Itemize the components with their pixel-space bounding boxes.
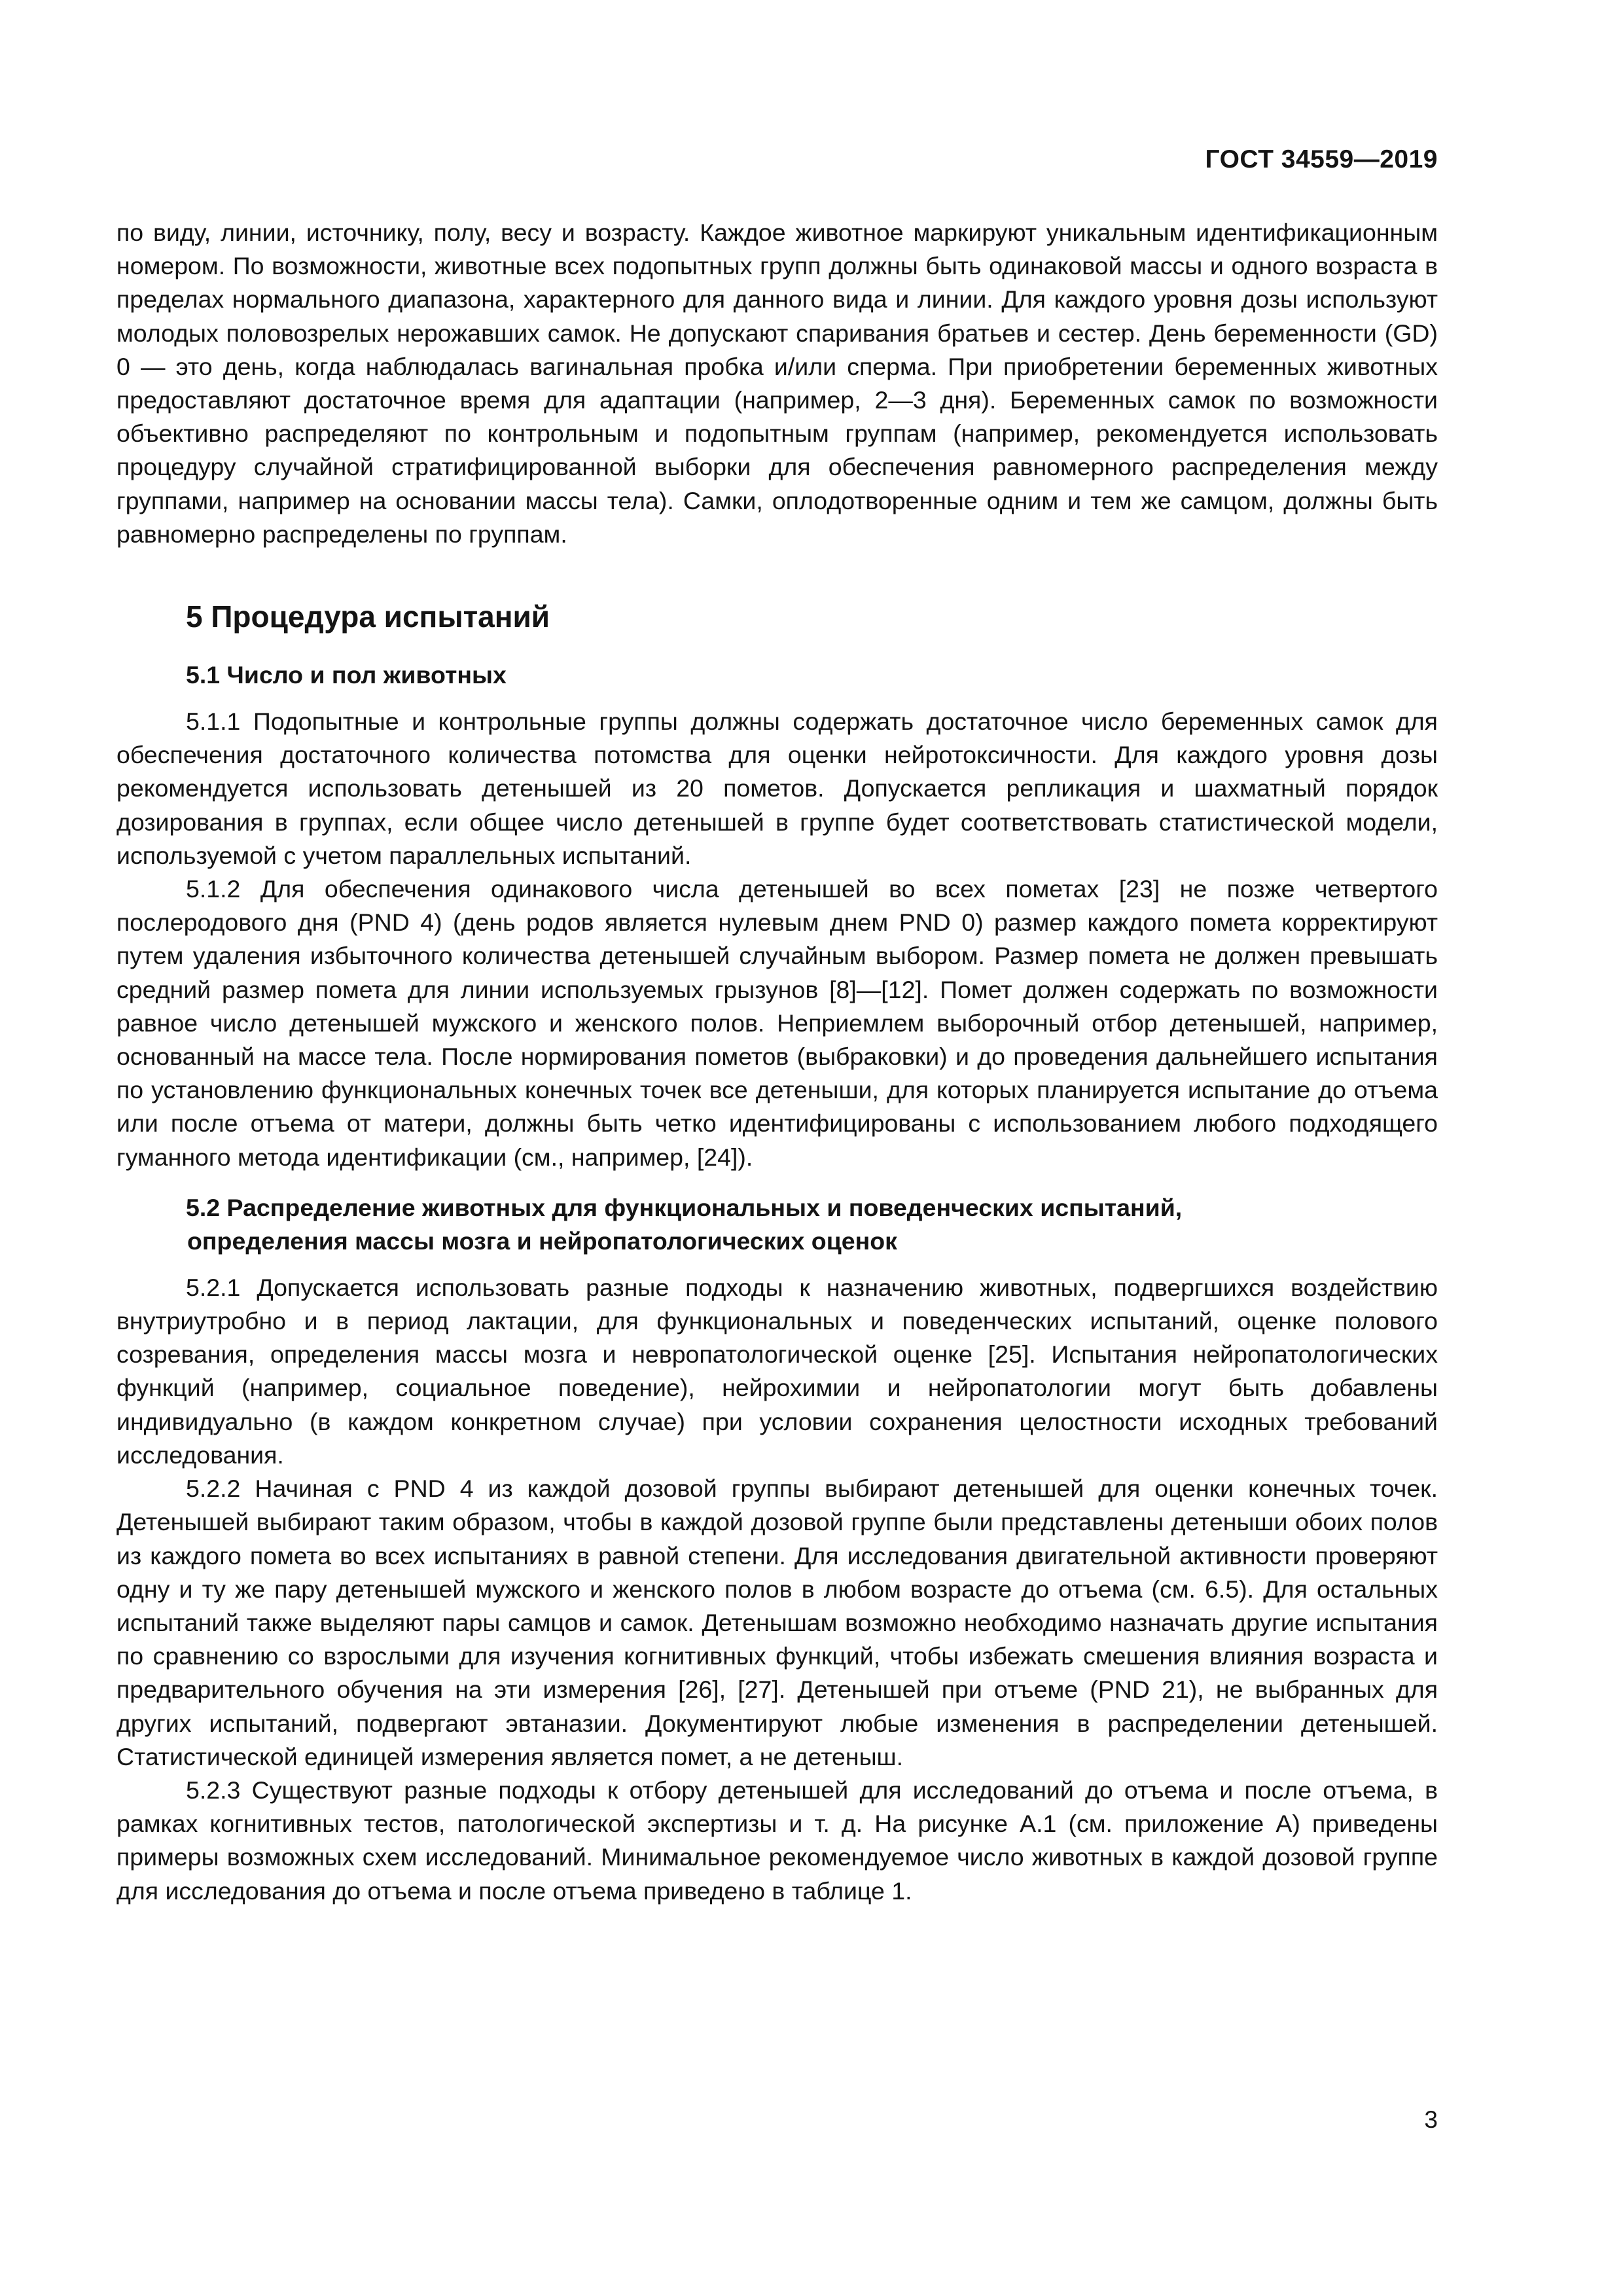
subsection-heading-5-2-line1: 5.2 Распределение животных для функциональных и поведенческих испытаний, (186, 1193, 1183, 1221)
paragraph-5-2-1: 5.2.1 Допускается использовать разные подходы к назначению животных, подвергшихся воздействию внутриутробно и в период лактации, для функциональных и поведенческих испытаний, оценке полового созревания, определения массы мозга и невропатологической оценке [25]. Испытания нейропатологических функций (например, социальное поведение), нейрохимии и нейропатологии могут быть добавлены индивидуально (в каждом конкретном случае) при условии сохранения целостности исходных требований исследования. (116, 1273, 1438, 1469)
paragraph-5-1-1: 5.1.1 Подопытные и контрольные группы должны содержать достаточное число беременных самок для обеспечения достаточного количества потомства для оценки нейротоксичности. Для каждого уровня дозы рекомендуется использовать детенышей из 20 пометов. Допускается репликация и шахматный порядок дозирования в группах, если общее число детенышей в группе будет соответствовать статистической модели, используемой с учетом параллельных испытаний. (116, 708, 1438, 869)
subsection-heading-5-2-line2: определения массы мозга и нейропатологических оценок (187, 1227, 897, 1255)
standard-code-header: ГОСТ 34559—2019 (1205, 145, 1438, 173)
paragraph-continuation: по виду, линии, источнику, полу, весу и возрасту. Каждое животное маркируют уникальным идентификационным номером. По возможности, животные всех подопытных групп должны быть одинаковой массы и одного возраста в пределах нормального диапазона, характерного для данного вида и линии. Для каждого уровня дозы используют молодых половозрелых нерожавших самок. Не допускают спаривания братьев и сестер. День беременности (GD) 0 — это день, когда наблюдалась вагинальная пробка и/или сперма. При приобретении беременных животных предоставляют достаточное время для адаптации (например, 2—3 дня). Беременных самок по возможности объективно распределяют по контрольным и подопытным группам (например, рекомендуется использовать процедуру случайной стратифицированной выборки для обеспечения равномерного распределения между группами, например на основании массы тела). Самки, оплодотворенные одним и тем же самцом, должны быть равномерно распределены по группам. (116, 219, 1438, 548)
section-heading: 5 Процедура испытаний (186, 600, 550, 634)
page-number: 3 (1424, 2106, 1438, 2133)
document-body (116, 216, 1438, 1908)
paragraph-5-1-2: 5.1.2 Для обеспечения одинакового числа детенышей во всех пометах [23] не позже четвертого послеродового дня (PND 4) (день родов является нулевым днем PND 0) размер каждого помета корректируют путем удаления избыточного количества детенышей случайным выбором. Размер помета не должен превышать средний размер помета для линии используемых грызунов [8]—[12]. Помет должен содержать по возможности равное число детенышей мужского и женского полов. Неприемлем выборочный отбор детенышей, например, основанный на массе тела. После нормирования пометов (выбраковки) и до проведения дальнейшего испытания по установлению функциональных конечных точек все детеныши, для которых планируется испытание до отъема или после отъема от матери, должны быть четко идентифицированы с использованием любого подходящего гуманного метода идентификации (см., например, [24]). (116, 875, 1438, 1171)
paragraph-5-2-3: 5.2.3 Существуют разные подходы к отбору детенышей для исследований до отъема и после отъема, в рамках когнитивных тестов, патологической экспертизы и т. д. На рисунке А.1 (см. приложение А) приведены примеры возможных схем исследований. Минимальное рекомендуемое число животных в каждой дозовой группе для исследования до отъема и после отъема приведено в таблице 1. (116, 1776, 1438, 1905)
paragraph-5-2-2: 5.2.2 Начиная с PND 4 из каждой дозовой группы выбирают детенышей для оценки конечных точек. Детенышей выбирают таким образом, чтобы в каждой дозовой группе были представлены детеныши обоих полов из каждого помета во всех испытаниях в равной степени. Для исследования двигательной активности проверяют одну и ту же пару детенышей мужского и женского полов в любом возрасте до отъема (см. 6.5). Для остальных испытаний также выделяют пары самцов и самок. Детенышам возможно необходимо назначать другие испытания по сравнению со взрослыми для изучения когнитивных функций, чтобы избежать смешения влияния возраста и предварительного обучения на эти измерения [26], [27]. Детенышей при отъеме (PND 21), не выбранных для других испытаний, подвергают эвтаназии. Документируют любые изменения в распределении детенышей. Статистической единицей измерения является помет, а не детеныш. (116, 1475, 1438, 1770)
subsection-heading-5-2 (186, 1191, 1438, 1258)
subsection-heading-5-1: 5.1 Число и пол животных (186, 661, 507, 689)
